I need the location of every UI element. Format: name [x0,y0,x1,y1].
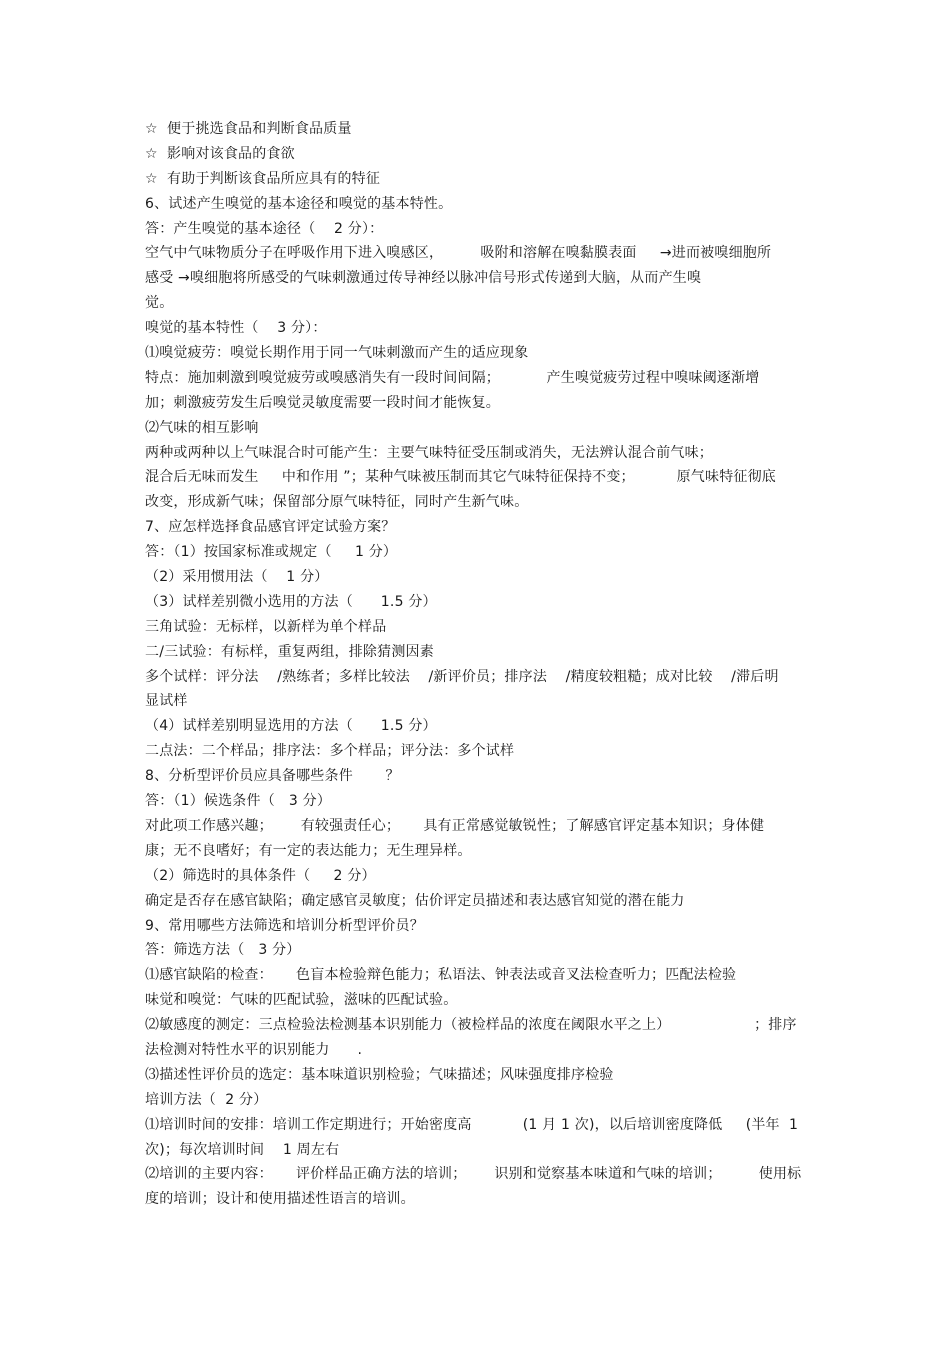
answer-line: 答：产生嗅觉的基本途径（ 2 分）： [145,220,384,237]
paragraph-line: 对此项工作感兴趣； 有较强责任心； 具有正常感觉敏锐性；了解感官评定基本知识；身体健 [145,817,765,834]
paragraph-line: 多个试样：评分法 /熟练者；多样比较法 /新评价员；排序法 /精度较粗糙；成对比较 /滞后明 [145,668,779,685]
paragraph-line: 次)；每次培训时间 1 周左右 [145,1141,340,1158]
paragraph-line: 特点：施加刺激到嗅觉疲劳或嗅感消失有一段时间间隔； 产生嗅觉疲劳过程中嗅味阈逐渐增 [145,369,760,386]
paragraph-line: 味觉和嗅觉：气味的匹配试验，滋味的匹配试验。 [145,992,458,1009]
paragraph-line: 觉。 [145,295,174,312]
bullet-line: ☆ 便于挑选食品和判断食品质量 [145,121,352,137]
question-8-title: 8、分析型评价员应具备哪些条件 ？ [145,768,400,785]
paragraph-line: ⑵敏感度的测定：三点检验法检测基本识别能力（被检样品的浓度在阈限水平之上） ；排序 [145,1017,797,1034]
paragraph-line: 三角试验：无标样，以新样为单个样品 [145,618,387,635]
paragraph-line: 二点法：二个样品；排序法：多个样品；评分法：多个试样 [145,743,515,760]
bullet-line: ☆ 有助于判断该食品所应具有的特征 [145,170,381,187]
section-heading: ⑵气味的相互影响 [145,419,259,436]
paragraph-line: ⑴感官缺陷的检查： 色盲本检验辩色能力；私语法、钟表法或音叉法检查听力；匹配法检验 [145,967,737,984]
paragraph-line: 改变，形成新气味；保留部分原气味特征，同时产生新气味。 [145,494,529,511]
paragraph-line: （2）采用惯用法（ 1 分） [145,569,329,586]
answer-line: 答：（1）按国家标准或规定（ 1 分） [145,544,398,561]
paragraph-line: 法检测对特性水平的识别能力 . [145,1041,363,1058]
paragraph-line: 空气中气味物质分子在呼吸作用下进入嗅感区， 吸附和溶解在嗅黏膜表面 →进而被嗅细胞所 [145,245,772,262]
section-heading: 嗅觉的基本特性（ 3 分）： [145,320,327,337]
paragraph-line: 确定是否存在感官缺陷；确定感官灵敏度；估价评定员描述和表达感官知觉的潜在能力 [145,892,685,909]
answer-line: 答：（1）候选条件（ 3 分） [145,793,332,810]
paragraph-line: 显试样 [145,693,188,710]
bullet-line: ☆ 影响对该食品的食欲 [145,145,295,162]
answer-line: 答：筛选方法（ 3 分） [145,942,301,959]
document-body [145,117,810,1212]
paragraph-line: ⑴嗅觉疲劳：嗅觉长期作用于同一气味刺激而产生的适应现象 [145,345,529,362]
paragraph-line: （3）试样差别微小选用的方法（ 1.5 分） [145,593,437,610]
paragraph-line: 混合后无味而发生 中和作用 ”；某种气味被压制而其它气味特征保持不变； 原气味特征彻底 [145,469,777,486]
section-heading: 培训方法（ 2 分） [145,1091,268,1108]
paragraph-line: 感受 →嗅细胞将所感受的气味刺激通过传导神经以脉冲信号形式传递到大脑，从而产生嗅 [145,270,702,287]
question-7-title: 7、应怎样选择食品感官评定试验方案？ [145,519,396,536]
paragraph-line: 两种或两种以上气味混合时可能产生：主要气味特征受压制或消失，无法辨认混合前气味； [145,444,713,461]
paragraph-line: （4）试样差别明显选用的方法（ 1.5 分） [145,718,437,735]
paragraph-line: ⑶描述性评价员的选定：基本味道识别检验；气味描述；风味强度排序检验 [145,1066,614,1083]
paragraph-line: 度的培训；设计和使用描述性语言的培训。 [145,1191,415,1208]
question-6-title: 6、试述产生嗅觉的基本途径和嗅觉的基本特性。 [145,195,453,212]
paragraph-line: ⑴培训时间的安排：培训工作定期进行；开始密度高 (1 月 1 次)，以后培训密度降低 (半年 1 [145,1116,799,1133]
paragraph-line: ⑵培训的主要内容： 评价样品正确方法的培训； 识别和觉察基本味道和气味的培训； 使用标 [145,1166,802,1183]
paragraph-line: 康；无不良嗜好；有一定的表达能力；无生理异样。 [145,842,472,859]
paragraph-line: 加；刺激疲劳发生后嗅觉灵敏度需要一段时间才能恢复。 [145,394,500,411]
paragraph-line: （2）筛选时的具体条件（ 2 分） [145,867,376,884]
question-9-title: 9、常用哪些方法筛选和培训分析型评价员？ [145,917,424,934]
paragraph-line: 二/三试验：有标样，重复两组，排除猜测因素 [145,643,434,660]
